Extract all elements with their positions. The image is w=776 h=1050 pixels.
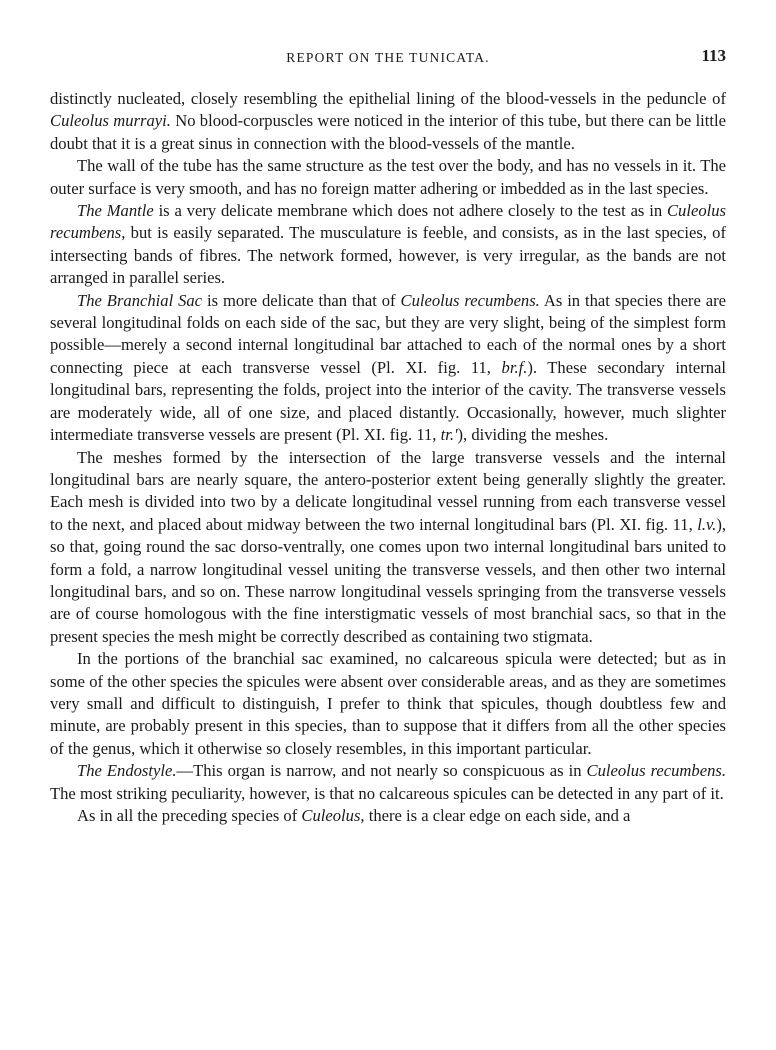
italic-run: Culeolus, bbox=[301, 806, 365, 825]
paragraph bbox=[50, 648, 726, 760]
text-run: As in all the preceding species of bbox=[77, 806, 302, 825]
text-run: is more delicate than that of bbox=[202, 290, 401, 310]
italic-run: Culeolus recumbens. bbox=[400, 290, 540, 310]
italic-run: tr.' bbox=[440, 425, 458, 445]
paragraph bbox=[50, 760, 726, 805]
text-run: In the portions of the branchial sac examined, no calcareous spicula were detected; but as in some of the other species the spicules were absent over considerable areas, and as they are sometimes very small and difficult to distinguish, I prefer to think that spicules, though doubtless few and minute, are probably present in this species, than to suppose that it differs from all the other species of the genus, which it otherwise so closely resembles, in this important particular. bbox=[50, 649, 726, 758]
text-run: No blood-corpuscles were noticed in the interior of this tube, but there can be little doubt that it is a great sinus in connection with the blood-vessels of the mantle. bbox=[50, 111, 726, 153]
text-run: The most striking peculiarity, however, is that no calcareous spicules can be detected in any part of it. bbox=[50, 783, 724, 803]
italic-run: Culeolus recumbens, bbox=[50, 201, 726, 243]
text-run: As in that species there are several longitudinal folds on each side of the sac, but they are very slight, being of the simplest form possible—merely a second internal longitudinal bar attached to each of the normal ones by a short connecting piece at each transverse vessel (Pl. XI. fig. 11, bbox=[50, 290, 726, 377]
italic-run: The Branchial Sac bbox=[77, 290, 203, 310]
page-number: 113 bbox=[701, 46, 726, 65]
italic-run: Culeolus recumbens. bbox=[586, 761, 726, 781]
text-run: ). These secondary internal longitudinal bars, representing the folds, project into the interior of the cavity. The transverse vessels are moderately wide, all of one size, and placed distantly. Occasionally, however, much slighter intermediate transverse vessels are present (Pl. XI. fig. 11, bbox=[50, 357, 726, 445]
text-run: The meshes formed by the intersection of the large transverse vessels and the internal longitudinal bars are nearly square, the antero-posterior extent being generally slightly the greater. Each mesh is divided into two by a delicate longitudinal vessel running from each transverse vessel to the next, and placed about midway between the two internal longitudinal bars (Pl. XI. fig. 11, bbox=[50, 447, 726, 534]
text-run: but is easily separated. The musculature is feeble, and consists, as in the last species, of intersecting bands of fibres. The network formed, however, is very irregular, as the bands are not arranged in parallel series. bbox=[50, 223, 726, 288]
paragraph bbox=[50, 200, 726, 290]
paragraph bbox=[50, 805, 726, 827]
text-run: ), so that, going round the sac dorso-ventrally, one comes upon two internal longitudinal bars united to form a fold, a narrow longitudinal vessel uniting the transverse vessels, and then other two internal longitudinal bars, and so on. These narrow longitudinal vessels springing from the transverse vessels are of course homologous with the fine interstigmatic vessels of most branchial sacs, so that in the present species the mesh might be correctly described as containing two stigmata. bbox=[50, 514, 726, 646]
italic-run: The Endostyle. bbox=[77, 761, 177, 781]
paragraph bbox=[50, 290, 726, 447]
paragraph bbox=[50, 88, 726, 155]
italic-run: Culeolus murrayi. bbox=[50, 111, 171, 131]
paragraph bbox=[50, 447, 726, 649]
italic-run: The Mantle bbox=[77, 201, 154, 221]
text-run: The wall of the tube has the same structure as the test over the body, and has no vessels in it. The outer surface is very smooth, and has no foreign matter adhering or imbedded as in the last species. bbox=[50, 156, 726, 198]
text-run: is a very delicate membrane which does not adhere closely to the test as in bbox=[153, 201, 667, 221]
text-run: —This organ is narrow, and not nearly so conspicuous as in bbox=[176, 761, 587, 781]
text-run: ), dividing the meshes. bbox=[457, 425, 609, 445]
text-run: there is a clear edge on each side, and a bbox=[364, 806, 631, 825]
running-header bbox=[50, 46, 726, 70]
text-run: distinctly nucleated, closely resembling the epithelial lining of the blood-vessels in the peduncle of bbox=[50, 89, 726, 108]
italic-run: l.v. bbox=[697, 514, 717, 534]
running-title: REPORT ON THE TUNICATA. bbox=[286, 50, 490, 65]
italic-run: br.f. bbox=[501, 357, 528, 377]
body-text bbox=[50, 88, 726, 827]
paragraph bbox=[50, 155, 726, 200]
